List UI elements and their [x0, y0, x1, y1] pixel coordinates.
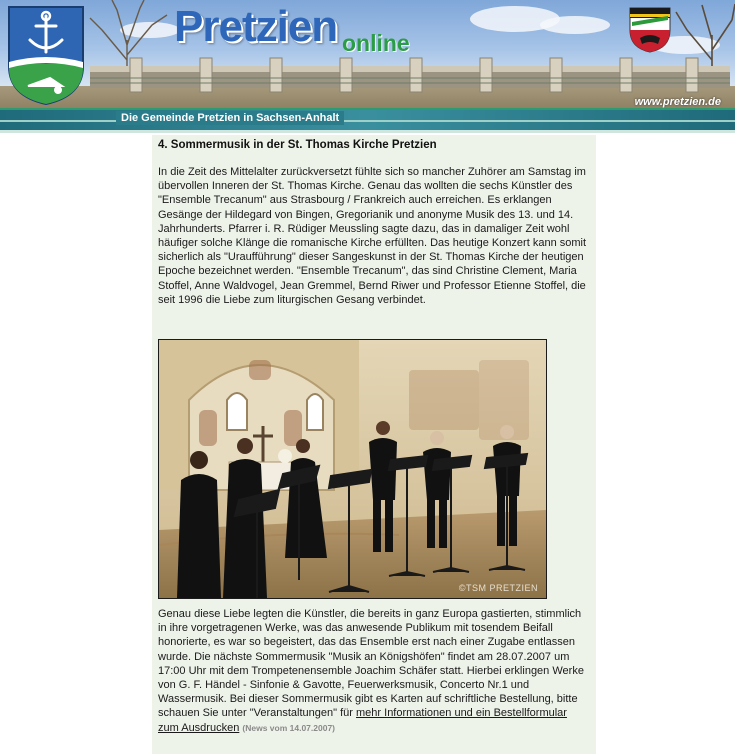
order-form-link[interactable]: mehr Informationen und ein Bestellformular zum Ausdrucken — [158, 707, 567, 734]
concert-photo — [158, 339, 547, 599]
pretzien-coat-of-arms-icon — [6, 4, 86, 106]
sachsen-anhalt-coat-of-arms-icon — [626, 6, 674, 54]
header-tagline: Die Gemeinde Pretzien in Sachsen-Anhalt — [116, 111, 344, 125]
article-title: 4. Sommermusik in der St. Thomas Kirche Pretzien — [158, 139, 437, 151]
site-url-text: www.pretzien.de — [634, 96, 721, 108]
news-article — [152, 135, 596, 754]
photo-credit: ©TSM PRETZIEN — [458, 583, 538, 593]
article-paragraph-2-text: Genau diese Liebe legten die Künstler, die bereits in ganz Europa gastierten, stimmlich in ihre vorgetragenen Werke, was das anwesende Publikum mit tosendem Beifall honorierte, es war so begeistert, das das Ensemble erst nach einer Zugabe entlassen wurde. Die nächste Sommermusik "Musik an Königshöfen" findet am 28.07.2007 um 17:00 Uhr mit dem Trompetenensemble Joachim Schäfer statt. Hierbei erklingen Werke von G. F. Händel - Sinfonie & Gavotte, Feuerwerksmusik, Concerto Nr.1 und Wassermusik. Bei dieser Sommermusik gibt es Karten auf schriftliche Bestellung, bitte schauen Sie unter "Veranstaltungen" für — [158, 608, 584, 720]
news-date: (News vom 14.07.2007) — [242, 722, 335, 733]
site-logo-online[interactable]: online — [342, 30, 410, 56]
article-paragraph-1: In die Zeit des Mittelalter zurückversetzt fühlte sich so mancher Zuhörer am Samstag im übervollen Inneren der St. Thomas Kirche. Genau das wollten die sechs Künstler des "Ensemble Trecanum" aus Strasbourg / Frankreich auch erreichen. Es erklangen Gesänge der Hildegard von Bingen, Gregorianik und anonyme Musik des 13. und 14. Jahrhunderts. Pfarrer i. R. Rüdiger Meussling sagte dazu, das in damaliger Zeit wohl häufiger solche Klänge die romanische Kirche erfüllten. Das heutige Konzert kann somit sicherlich als "Uraufführung" dieser Sangeskunst in der St. Thomas Kirche der heutigen Epoche bezeichnet werden. "Ensemble Trecanum", das sind Christine Clement, Maria Stoffel, Anne Waldvogel, Jean Gremmel, Bernd Riwer und Professor Etienne Stoffel, die seit 1996 die Liebe zum liturgischen Gesang verbindet. — [158, 166, 587, 306]
site-header — [0, 0, 735, 133]
article-paragraph-2 — [158, 607, 588, 735]
weir-illustration — [90, 56, 730, 94]
header-strip — [0, 108, 735, 132]
site-logo-text[interactable]: Pretzien — [174, 2, 338, 51]
